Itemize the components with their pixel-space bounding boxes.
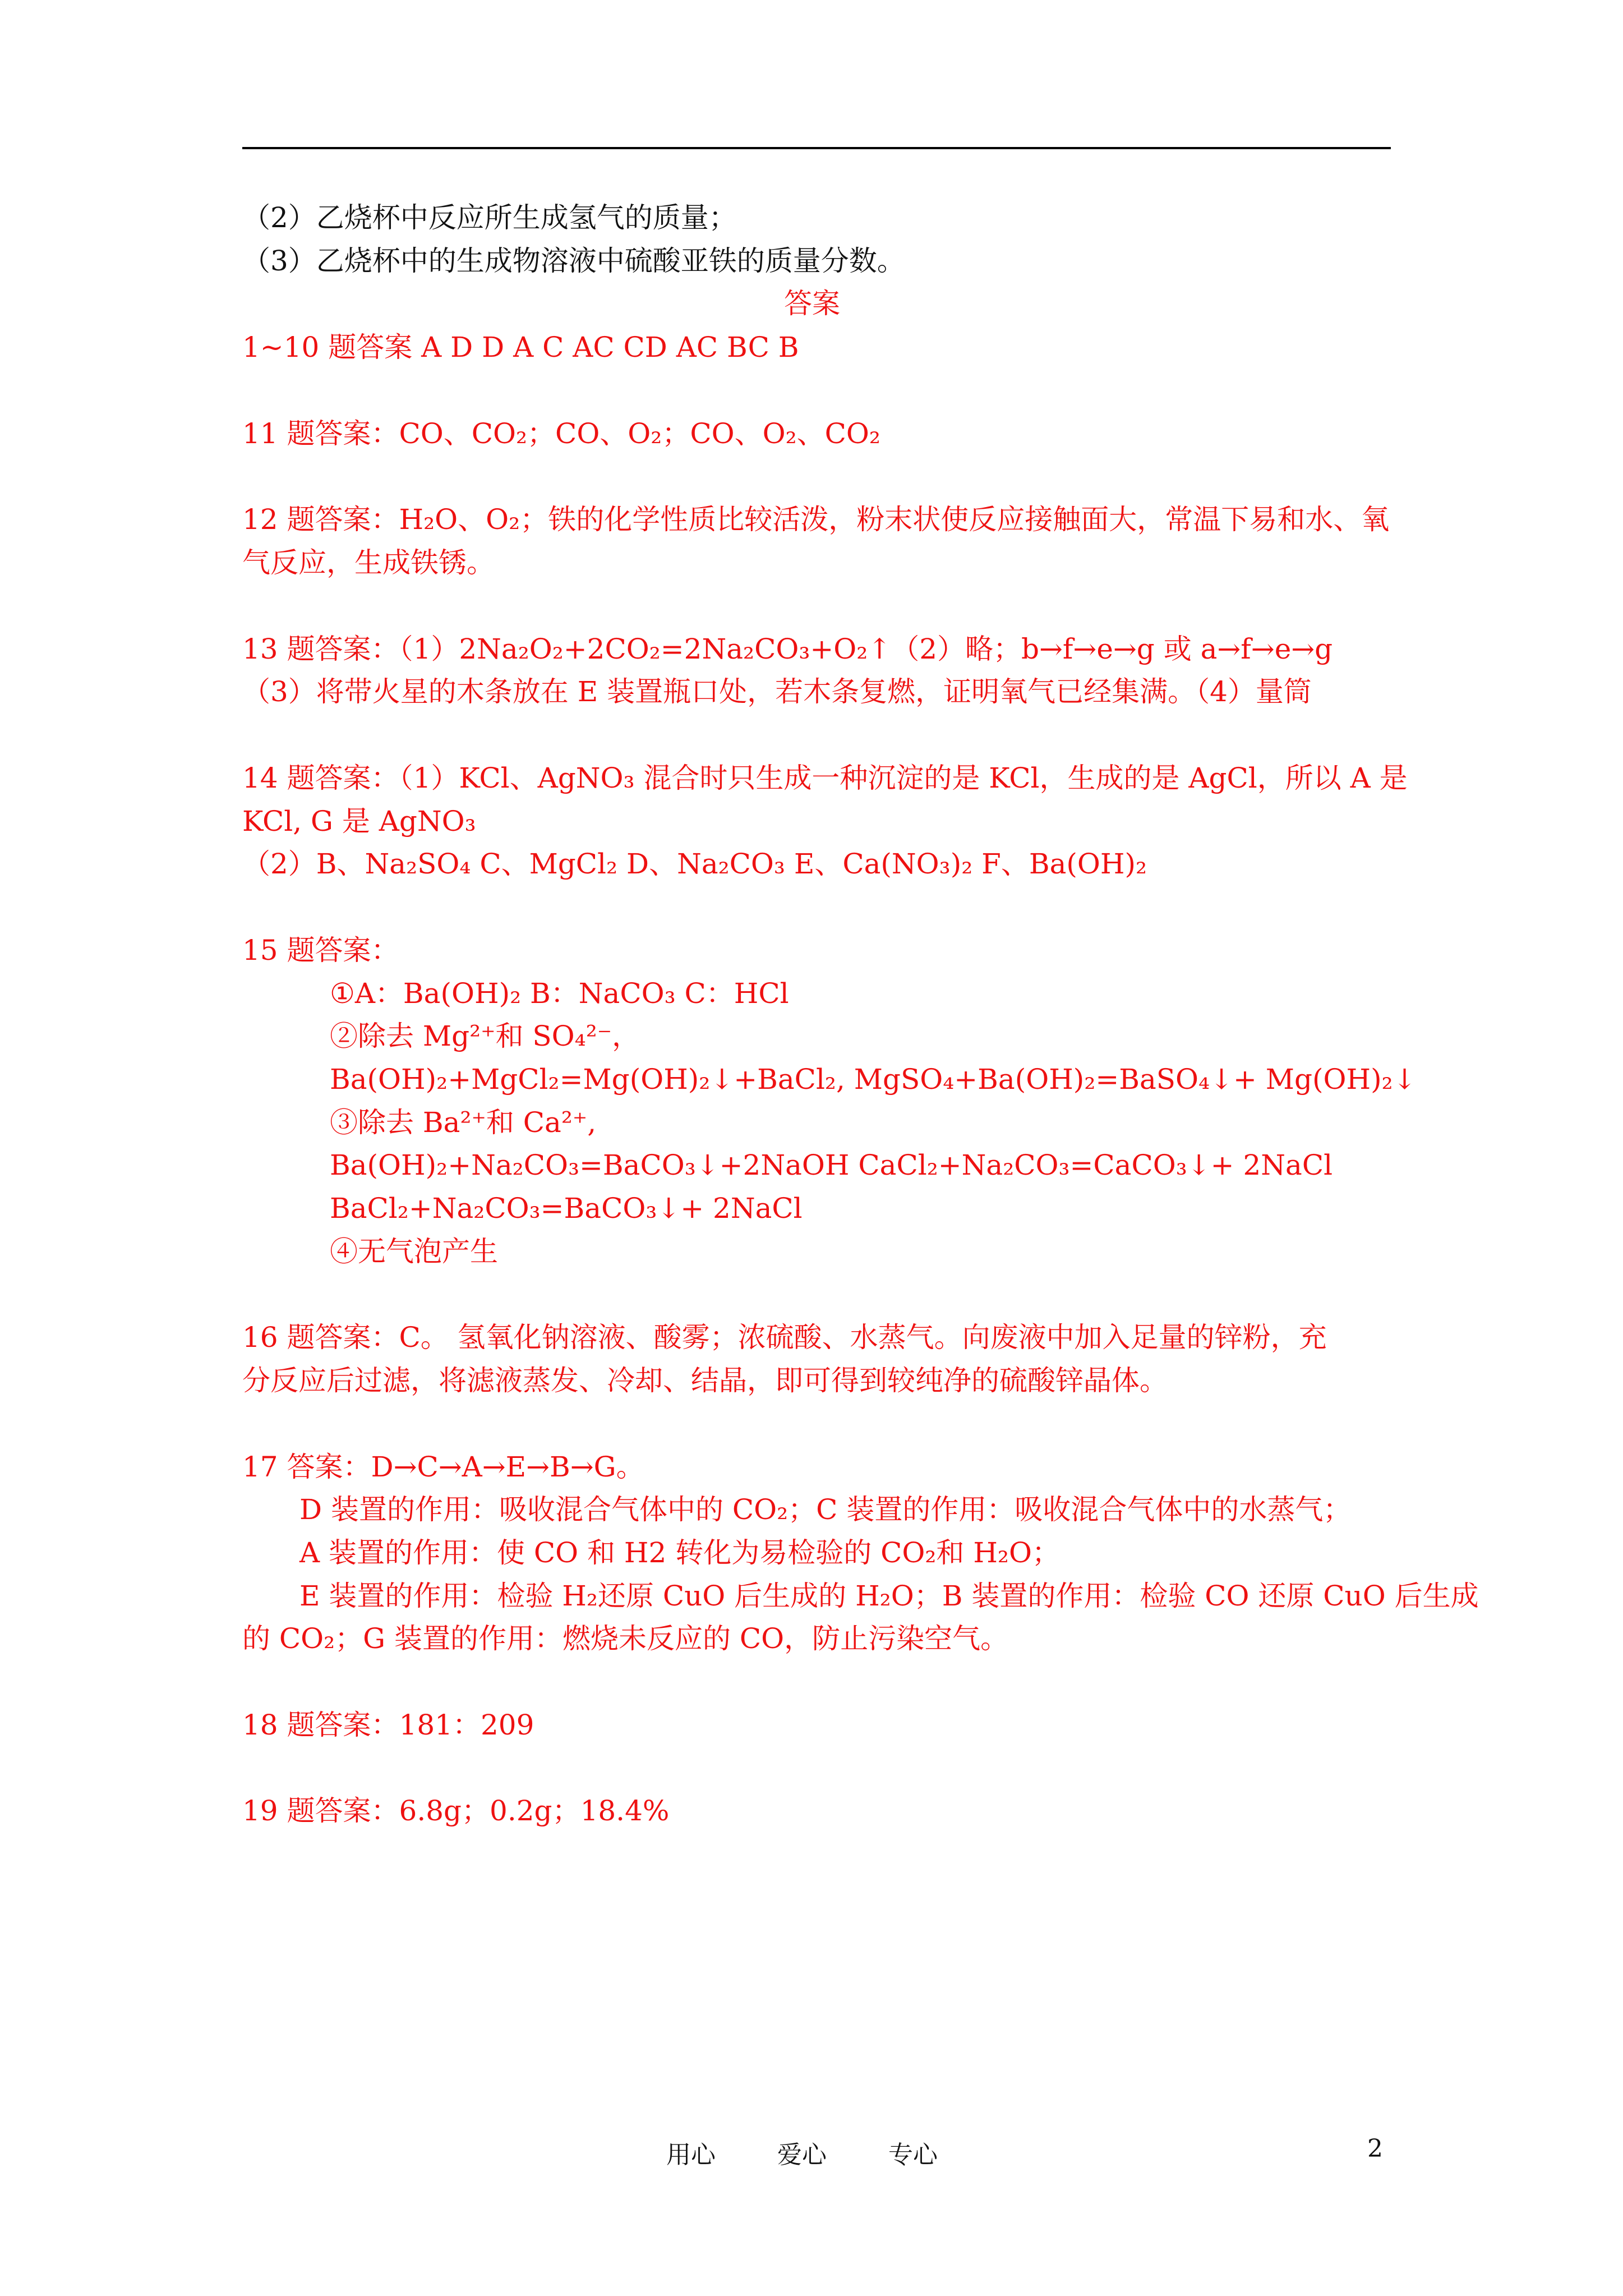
- footer-item: 用心: [666, 2141, 716, 2169]
- answer-15-part-3: ③除去 Ba²⁺和 Ca²⁺,: [330, 1106, 597, 1139]
- answer-17-line-g: 的 CO₂；G 装置的作用：燃烧未反应的 CO，防止污染空气。: [242, 1622, 1009, 1655]
- answer-17-line-a: A 装置的作用：使 CO 和 H2 转化为易检验的 CO₂和 H₂O；: [299, 1536, 1060, 1569]
- answer-15-equation-3: BaCl₂+Na₂CO₃=BaCO₃↓+ 2NaCl: [330, 1192, 803, 1225]
- answer-18: 18 题答案：181：209: [242, 1709, 534, 1741]
- answer-14-line-1: 14 题答案：（1）KCl、AgNO₃ 混合时只生成一种沉淀的是 KCl，生成的是 AgCl，所以 A 是: [242, 762, 1408, 794]
- answer-14-line-3: （2）B、Na₂SO₄ C、MgCl₂ D、Na₂CO₃ E、Ca(NO₃)₂ F、Ba(OH)₂: [242, 848, 1147, 880]
- answer-1-10: 1~10 题答案 A D D A C AC CD AC BC B: [242, 331, 799, 364]
- answer-19: 19 题答案：6.8g；0.2g；18.4%: [242, 1795, 670, 1827]
- question-line-2: （2）乙烧杯中反应所生成氢气的质量；: [242, 201, 737, 234]
- answer-15-part-4: ④无气泡产生: [330, 1235, 498, 1268]
- answer-15-part-2: ②除去 Mg²⁺和 SO₄²⁻，: [330, 1020, 640, 1052]
- footer-motto: [666, 2134, 938, 2170]
- answer-15-part-1: ①A：Ba(OH)₂ B：NaCO₃ C：HCl: [330, 977, 789, 1010]
- answer-15-heading: 15 题答案：: [242, 934, 399, 967]
- footer-item: 爱心: [777, 2141, 827, 2169]
- answer-16-line-2: 分反应后过滤，将滤液蒸发、冷却、结晶，即可得到较纯净的硫酸锌晶体。: [242, 1364, 1168, 1397]
- page-number: 2: [1367, 2134, 1383, 2163]
- header-rule: [242, 147, 1391, 149]
- answer-17-line-d: D 装置的作用：吸收混合气体中的 CO₂；C 装置的作用：吸收混合气体中的水蒸气；: [299, 1493, 1352, 1526]
- answer-14-line-2: KCl, G 是 AgNO₃: [242, 805, 476, 838]
- answer-17-line-e: E 装置的作用：检验 H₂还原 CuO 后生成的 H₂O；B 装置的作用：检验 CO 还原 CuO 后生成: [299, 1580, 1479, 1612]
- answer-12-line-1: 12 题答案：H₂O、O₂；铁的化学性质比较活泼，粉末状使反应接触面大，常温下易和水、氧: [242, 503, 1390, 536]
- answer-13-line-1: 13 题答案：（1）2Na₂O₂+2CO₂=2Na₂CO₃+O₂↑（2）略；b→f→e→g 或 a→f→e→g: [242, 633, 1333, 665]
- answer-11: 11 题答案：CO、CO₂；CO、O₂；CO、O₂、CO₂: [242, 417, 880, 450]
- answer-13-line-2: （3）将带火星的木条放在 E 装置瓶口处，若木条复燃，证明氧气已经集满。（4）量筒: [242, 675, 1312, 708]
- answer-15-equation-2: Ba(OH)₂+Na₂CO₃=BaCO₃↓+2NaOH CaCl₂+Na₂CO₃=CaCO₃↓+ 2NaCl: [330, 1149, 1333, 1181]
- answer-17-heading: 17 答案：D→C→A→E→B→G。: [242, 1451, 644, 1483]
- answer-12-line-2: 气反应，生成铁锈。: [242, 546, 495, 579]
- footer-item: 专心: [888, 2141, 938, 2169]
- answers-heading: 答案: [784, 287, 840, 320]
- answer-16-line-1: 16 题答案：C。 氢氧化钠溶液、酸雾；浓硫酸、水蒸气。向废液中加入足量的锌粉，充: [242, 1321, 1327, 1354]
- answer-15-equation-1: Ba(OH)₂+MgCl₂=Mg(OH)₂↓+BaCl₂, MgSO₄+Ba(OH)₂=BaSO₄↓+ Mg(OH)₂↓: [330, 1063, 1417, 1096]
- question-line-3: （3）乙烧杯中的生成物溶液中硫酸亚铁的质量分数。: [242, 245, 905, 277]
